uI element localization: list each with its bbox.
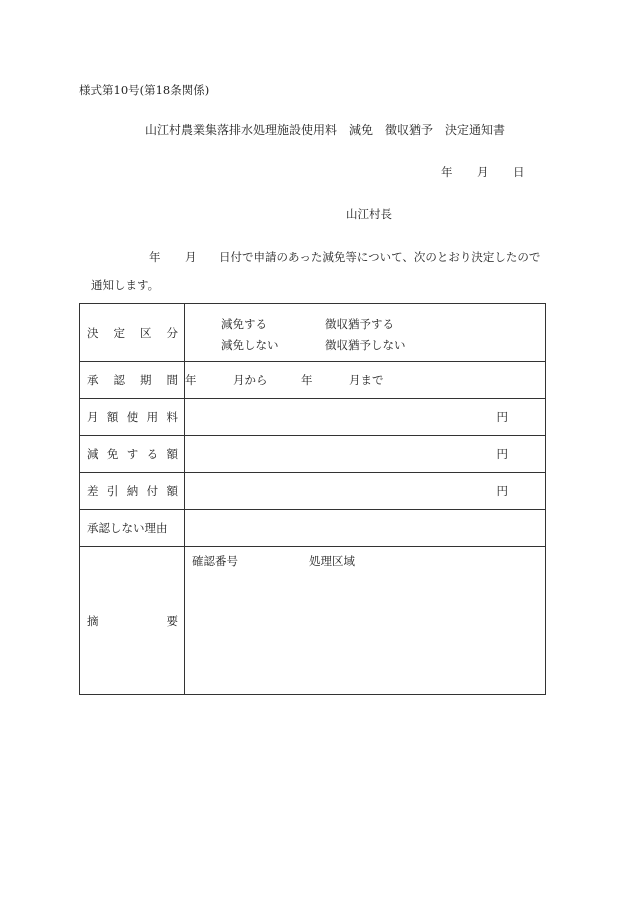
option-defer: 徴収猶予する: [325, 317, 394, 331]
period-from: 月から: [233, 373, 268, 387]
net-payment-label: [80, 473, 185, 510]
rejection-reason-value: [185, 510, 546, 547]
label-char: る: [146, 447, 159, 461]
label-char: 摘: [87, 613, 99, 628]
table-row-monthly-fee: [80, 399, 546, 436]
label-char: 分: [166, 325, 178, 340]
confirmation-number-label: 確認番号: [192, 554, 238, 568]
date-month: 月: [477, 165, 489, 179]
table-row-reduction: [80, 436, 546, 473]
period-value: [185, 362, 546, 399]
date-line: [441, 164, 525, 180]
option-no-defer: 徴収猶予しない: [325, 338, 406, 352]
table-row-rejection-reason: [80, 510, 546, 547]
label-char: 月: [87, 410, 99, 424]
label-char: 引: [106, 484, 119, 498]
monthly-fee-label: [80, 399, 185, 436]
period-label: [80, 362, 185, 399]
body-text: 日付で申請のあった減免等について、次のとおり決定したので: [219, 250, 541, 264]
label-char: 額: [166, 484, 178, 498]
decision-table: [79, 303, 546, 695]
label-char: 納: [126, 484, 139, 498]
summary-value: [185, 547, 546, 695]
label-char: す: [126, 447, 139, 461]
label-char: 料: [166, 410, 178, 424]
reduction-label: [80, 436, 185, 473]
label-char: 期: [140, 373, 152, 387]
summary-label: [80, 547, 185, 695]
document-title: 山江村農業集落排水処理施設使用料 減免 徴収猶予 決定通知書: [144, 123, 505, 137]
table-row-decision: [80, 304, 546, 362]
monthly-fee-value: 円: [185, 399, 546, 436]
date-year: 年: [441, 165, 453, 179]
label-char: 定: [113, 325, 125, 340]
date-day: 日: [513, 165, 525, 179]
table-row-summary: [80, 547, 546, 695]
rejection-reason-label: 承認しない理由: [80, 510, 185, 547]
body-year: 年: [149, 250, 161, 264]
decision-options: [185, 304, 546, 362]
label-char: 区: [140, 325, 152, 340]
label-char: 使: [126, 410, 139, 424]
label-char: 承: [87, 373, 99, 387]
label-char: 付: [146, 484, 159, 498]
label-char: 額: [166, 447, 178, 461]
label-char: 額: [106, 410, 119, 424]
service-area-label: 処理区域: [309, 554, 355, 568]
label-char: 免: [106, 447, 119, 461]
option-no-reduce: 減免しない: [221, 338, 279, 352]
period-year-1: 年: [185, 373, 197, 387]
body-line-1: [149, 249, 540, 265]
table-row-period: [80, 362, 546, 399]
option-reduce: 減免する: [221, 317, 267, 331]
label-char: 認: [113, 373, 125, 387]
period-year-2: 年: [301, 373, 313, 387]
issuer-name: 山江村長: [346, 207, 392, 221]
net-payment-value: 円: [185, 473, 546, 510]
form-number: 様式第10号(第18条関係): [79, 83, 210, 97]
label-char: 用: [146, 410, 159, 424]
body-line-2: 通知します。: [91, 278, 160, 292]
label-char: 要: [166, 613, 178, 628]
decision-label: [80, 304, 185, 362]
label-char: 決: [87, 325, 99, 340]
body-month: 月: [185, 250, 197, 264]
label-char: 減: [87, 447, 99, 461]
label-char: 間: [166, 373, 178, 387]
table-row-net-payment: [80, 473, 546, 510]
period-until: 月まで: [349, 373, 384, 387]
label-char: 差: [87, 484, 99, 498]
reduction-value: 円: [185, 436, 546, 473]
